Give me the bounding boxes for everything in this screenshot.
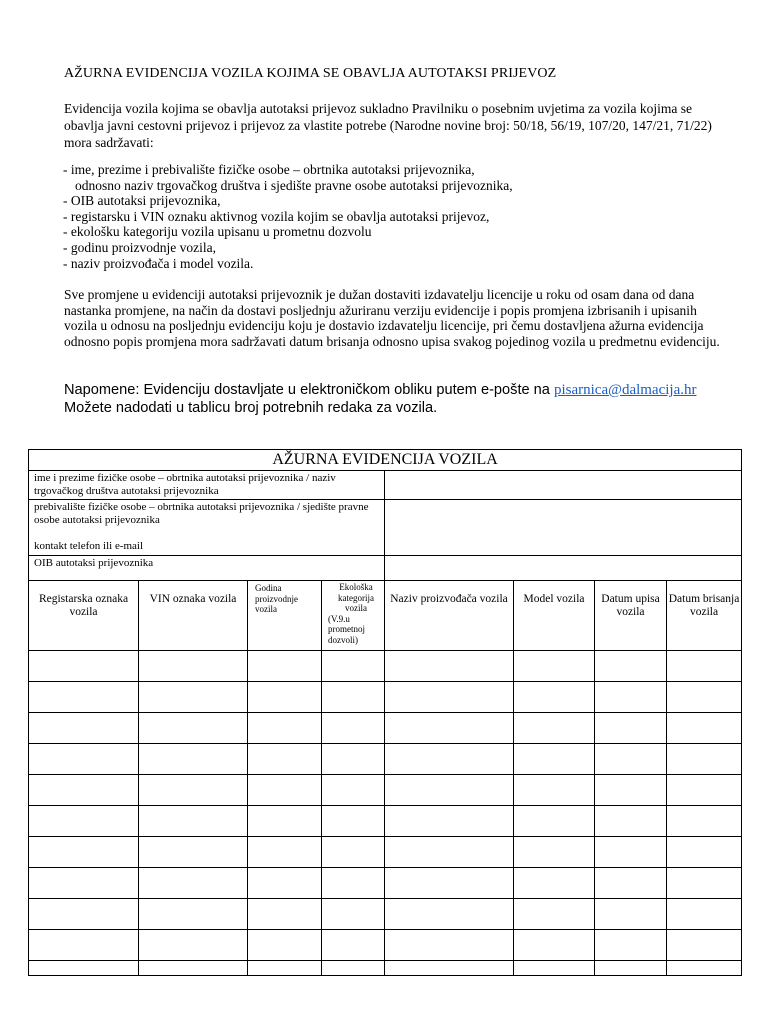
owner-field[interactable]	[385, 471, 742, 500]
cell[interactable]	[322, 806, 385, 837]
cell[interactable]	[139, 806, 248, 837]
list-item: - OIB autotaksi prijevoznika,	[63, 193, 221, 209]
cell[interactable]	[322, 775, 385, 806]
cell[interactable]	[248, 682, 322, 713]
table-row	[29, 651, 742, 682]
col-header-model: Model vozila	[514, 581, 595, 651]
owner-label: ime i prezime fizičke osobe – obrtnika autotaksi prijevoznika / naziv trgovačkog društva autotaksi prijevoznika	[29, 471, 385, 500]
cell[interactable]	[595, 744, 667, 775]
cell[interactable]	[322, 651, 385, 682]
cell[interactable]	[139, 868, 248, 899]
cell[interactable]	[514, 682, 595, 713]
cell[interactable]	[29, 713, 139, 744]
cell[interactable]	[385, 961, 514, 976]
cell[interactable]	[667, 868, 742, 899]
cell[interactable]	[139, 837, 248, 868]
email-link[interactable]: pisarnica@dalmacija.hr	[553, 382, 697, 398]
residence-label-cell	[29, 500, 385, 556]
cell[interactable]	[29, 682, 139, 713]
list-item: - ekološku kategoriju vozila upisanu u prometnu dozvolu	[63, 224, 372, 240]
cell[interactable]	[139, 961, 248, 976]
cell[interactable]	[385, 775, 514, 806]
cell[interactable]	[385, 868, 514, 899]
contact-label: kontakt telefon ili e-mail	[34, 540, 144, 552]
cell[interactable]	[248, 713, 322, 744]
cell[interactable]	[514, 961, 595, 976]
eco-title: Ekološka kategorija vozila	[338, 582, 374, 613]
cell[interactable]	[29, 961, 139, 976]
col-header-vin: VIN oznaka vozila	[139, 581, 248, 651]
cell[interactable]	[248, 651, 322, 682]
col-header-eco	[322, 581, 385, 651]
requirements-list	[63, 162, 723, 271]
cell[interactable]	[139, 651, 248, 682]
cell[interactable]	[595, 837, 667, 868]
cell[interactable]	[514, 868, 595, 899]
list-item: - godinu proizvodnje vozila,	[63, 239, 216, 255]
cell[interactable]	[385, 744, 514, 775]
cell[interactable]	[667, 961, 742, 976]
cell[interactable]	[248, 961, 322, 976]
list-item: - registarsku i VIN oznaku aktivnog vozila kojim se obavlja autotaksi prijevoz,	[63, 208, 490, 224]
note-text: Napomene: Evidenciju dostavljate u elektroničkom obliku putem e-pošte na	[64, 382, 554, 398]
vehicle-table	[28, 449, 742, 976]
cell[interactable]	[248, 868, 322, 899]
cell[interactable]	[29, 651, 139, 682]
cell[interactable]	[667, 930, 742, 961]
cell[interactable]	[514, 744, 595, 775]
cell[interactable]	[322, 713, 385, 744]
document-title: AŽURNA EVIDENCIJA VOZILA KOJIMA SE OBAVLJA AUTOTAKSI PRIJEVOZ	[64, 66, 557, 81]
cell[interactable]	[514, 775, 595, 806]
cell[interactable]	[385, 682, 514, 713]
table-title: AŽURNA EVIDENCIJA VOZILA	[29, 450, 742, 471]
table-row	[29, 868, 742, 899]
cell[interactable]	[595, 899, 667, 930]
cell[interactable]	[139, 930, 248, 961]
cell[interactable]	[514, 837, 595, 868]
cell[interactable]	[29, 775, 139, 806]
cell[interactable]	[322, 961, 385, 976]
cell[interactable]	[514, 651, 595, 682]
col-header-registration: Registarska oznaka vozila	[29, 581, 139, 651]
oib-field[interactable]	[385, 556, 742, 581]
table-row	[29, 682, 742, 713]
cell[interactable]	[667, 682, 742, 713]
cell[interactable]	[595, 651, 667, 682]
cell[interactable]	[139, 899, 248, 930]
cell[interactable]	[248, 930, 322, 961]
intro-paragraph: Evidencija vozila kojima se obavlja autotaksi prijevoz sukladno Pravilniku o posebnim uvjetima za vozila kojima se obavlja javni cestovni prijevoz i prijevoz za vlastite potrebe (Narodne novine broj: 50/18, 56/19, 107/20, 147/21, 71/22) mora sadržavati:	[64, 101, 712, 150]
cell[interactable]	[385, 713, 514, 744]
cell[interactable]	[667, 744, 742, 775]
oib-label: OIB autotaksi prijevoznika	[29, 556, 385, 581]
cell[interactable]	[385, 806, 514, 837]
cell[interactable]	[667, 651, 742, 682]
cell[interactable]	[29, 899, 139, 930]
cell[interactable]	[139, 713, 248, 744]
list-item: - ime, prezime i prebivalište fizičke osobe – obrtnika autotaksi prijevoznika,	[63, 162, 475, 177]
col-header-maker: Naziv proizvođača vozila	[385, 581, 514, 651]
cell[interactable]	[322, 682, 385, 713]
cell[interactable]	[29, 868, 139, 899]
note-line2: Možete nadodati u tablicu broj potrebnih redaka za vozila.	[64, 400, 438, 416]
cell[interactable]	[514, 806, 595, 837]
cell[interactable]	[322, 930, 385, 961]
cell[interactable]	[139, 744, 248, 775]
cell[interactable]	[595, 713, 667, 744]
cell[interactable]	[667, 775, 742, 806]
cell[interactable]	[29, 930, 139, 961]
cell[interactable]	[29, 744, 139, 775]
cell[interactable]	[667, 806, 742, 837]
cell[interactable]	[248, 899, 322, 930]
cell[interactable]	[248, 837, 322, 868]
list-item: - naziv proizvođača i model vozila.	[63, 255, 254, 271]
cell[interactable]	[29, 837, 139, 868]
residence-field[interactable]	[385, 500, 742, 556]
cell[interactable]	[595, 682, 667, 713]
table-row	[29, 713, 742, 744]
col-header-entry-date: Datum upisa vozila	[595, 581, 667, 651]
cell[interactable]	[29, 806, 139, 837]
cell[interactable]	[595, 961, 667, 976]
cell[interactable]	[248, 744, 322, 775]
table-row	[29, 930, 742, 961]
residence-label: prebivalište fizičke osobe – obrtnika autotaksi prijevoznika / sjedište pravne osobe autotaksi prijevoznika	[34, 501, 369, 526]
cell[interactable]	[322, 744, 385, 775]
cell[interactable]	[385, 651, 514, 682]
cell[interactable]	[385, 899, 514, 930]
cell[interactable]	[139, 775, 248, 806]
cell[interactable]	[248, 806, 322, 837]
cell[interactable]	[514, 899, 595, 930]
cell[interactable]	[595, 868, 667, 899]
table-row	[29, 744, 742, 775]
cell[interactable]	[595, 930, 667, 961]
cell[interactable]	[514, 713, 595, 744]
cell[interactable]	[667, 713, 742, 744]
table-row	[29, 837, 742, 868]
list-item: odnosno naziv trgovačkog društva i sjedište pravne osobe autotaksi prijevoznika,	[75, 177, 513, 193]
cell[interactable]	[322, 837, 385, 868]
cell[interactable]	[385, 930, 514, 961]
cell[interactable]	[139, 682, 248, 713]
cell[interactable]	[322, 899, 385, 930]
cell[interactable]	[514, 930, 595, 961]
eco-note: (V.9.u prometnoj dozvoli)	[328, 613, 365, 645]
cell[interactable]	[322, 868, 385, 899]
cell[interactable]	[248, 775, 322, 806]
table-row	[29, 775, 742, 806]
table-row	[29, 806, 742, 837]
cell[interactable]	[667, 899, 742, 930]
cell[interactable]	[595, 775, 667, 806]
table-row	[29, 899, 742, 930]
cell[interactable]	[595, 806, 667, 837]
col-header-delete-date: Datum brisanja vozila	[667, 581, 742, 651]
note-block	[64, 381, 744, 417]
table-row	[29, 961, 742, 976]
changes-paragraph: Sve promjene u evidenciji autotaksi prijevoznik je dužan dostaviti izdavatelju licencije u roku od osam dana od dana nastanka promjene, na način da dostavi posljednju ažuriranu verziju evidencije i popis promjena izbrisanih i upisanih vozila u odnosu na posljednju evidenciju koju je dostavio izdavatelju licencije, pri čemu dostavljena ažurna evidencija odnosno popis promjena mora sadržavati datum brisanja odnosno upisa svakog pojedinog vozila u predmetnu evidenciju.	[64, 287, 720, 349]
cell[interactable]	[385, 837, 514, 868]
cell[interactable]	[667, 837, 742, 868]
col-header-year: Godina proizvodnje vozila	[248, 581, 322, 651]
